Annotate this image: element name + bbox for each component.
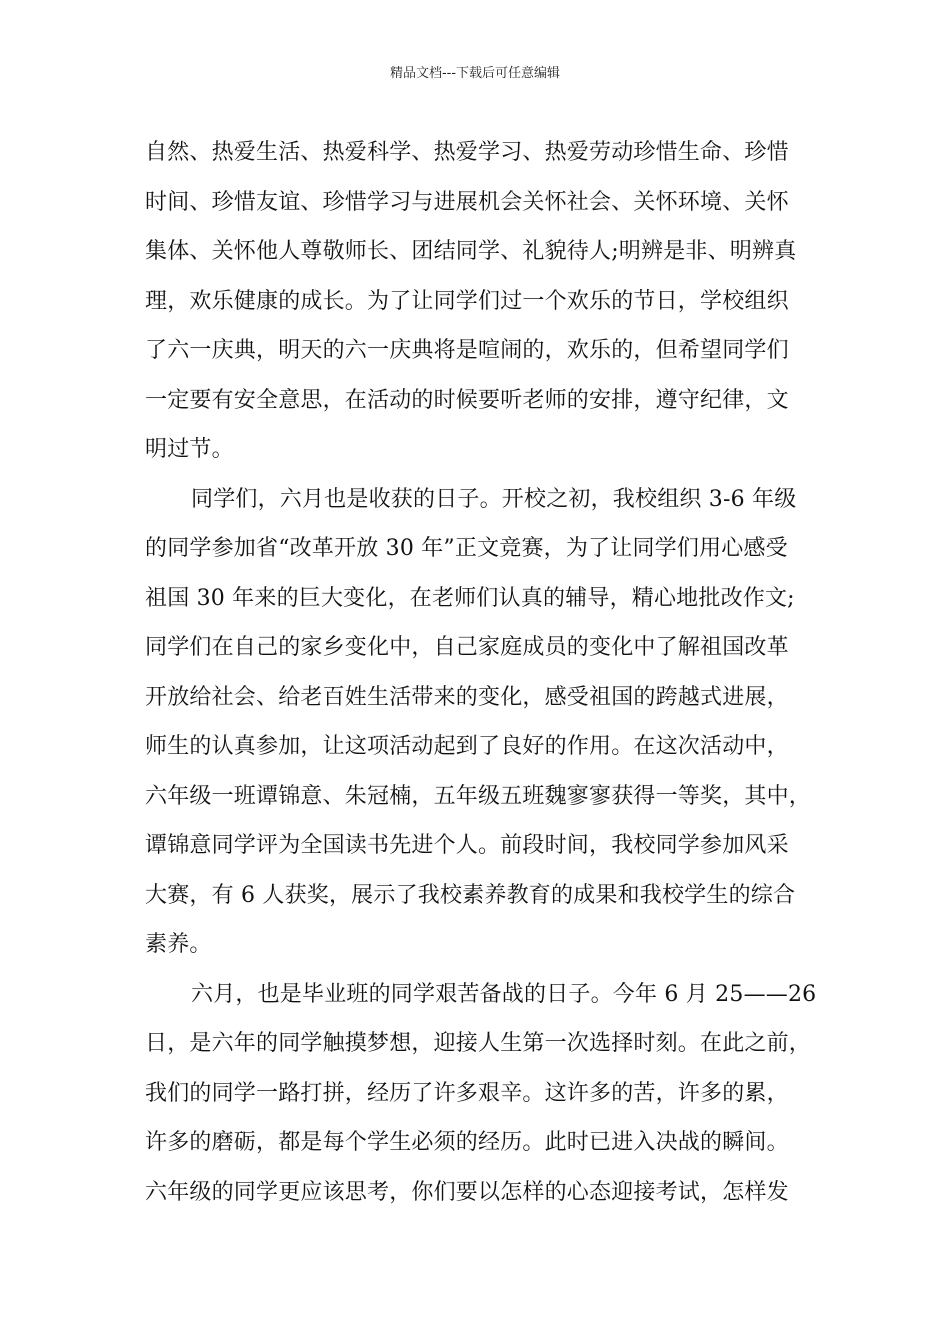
text-line: 六年级一班谭锦意、朱冠楠，五年级五班魏寥寥获得一等奖，其中， <box>145 783 812 809</box>
text-line: 师生的认真参加，让这项活动起到了良好的作用。在这次活动中， <box>145 734 789 759</box>
text-line: 素养。 <box>145 932 212 957</box>
page-header: 精品文档---下载后可任意编辑 <box>389 66 561 81</box>
text-line: 六年级的同学更应该思考，你们要以怎样的心态迎接考试，怎样发 <box>145 1179 789 1205</box>
paragraph-1 <box>145 128 835 475</box>
text-line: 集体、关怀他人尊敬师长、团结同学、礼貌待人;明辨是非、明辨真 <box>145 239 797 264</box>
text-line: 时间、珍惜友谊、珍惜学习与进展机会关怀社会、关怀环境、关怀 <box>145 189 789 215</box>
text-line: 许多的磨砺，都是每个学生必须的经历。此时已进入决战的瞬间。 <box>145 1130 789 1155</box>
text-line: 同学们在自己的家乡变化中，自己家庭成员的变化中了解祖国改革 <box>145 635 789 660</box>
text-line: 谭锦意同学评为全国读书先进个人。前段时间，我校同学参加风采 <box>145 833 789 858</box>
text-line: 我们的同学一路打拼，经历了许多艰辛。这许多的苦，许多的累， <box>145 1080 789 1106</box>
text-line: 日，是六年的同学触摸梦想，迎接人生第一次选择时刻。在此之前， <box>145 1031 812 1056</box>
text-line: 一定要有安全意思，在活动的时候要听老师的安排，遵守纪律，文 <box>145 387 789 413</box>
text-line: 了六一庆典，明天的六一庆典将是喧闹的，欢乐的，但希望同学们 <box>145 338 789 363</box>
text-line: 六月，也是毕业班的同学艰苦备战的日子。今年 6 月 25——26 <box>191 981 817 1007</box>
text-line: 大赛，有 6 人获奖，展示了我校素养教育的成果和我校学生的综合 <box>145 882 796 908</box>
document-body <box>145 128 835 1217</box>
text-line: 理，欢乐健康的成长。为了让同学们过一个欢乐的节日，学校组织 <box>145 288 789 314</box>
text-line: 的同学参加省“改革开放 30 年”正文竞赛，为了让同学们用心感受 <box>145 536 788 561</box>
text-line: 自然、热爱生活、热爱科学、热爱学习、热爱劳动珍惜生命、珍惜 <box>145 140 789 165</box>
text-line: 祖国 30 年来的巨大变化，在老师们认真的辅导，精心地批改作文; <box>145 585 795 611</box>
text-line: 同学们，六月也是收获的日子。开校之初，我校组织 3-6 年级 <box>191 486 797 512</box>
paragraph-2 <box>145 475 835 970</box>
paragraph-3 <box>145 970 835 1218</box>
text-line: 开放给社会、给老百姓生活带来的变化，感受祖国的跨越式进展， <box>145 684 789 710</box>
text-line: 明过节。 <box>145 437 234 462</box>
